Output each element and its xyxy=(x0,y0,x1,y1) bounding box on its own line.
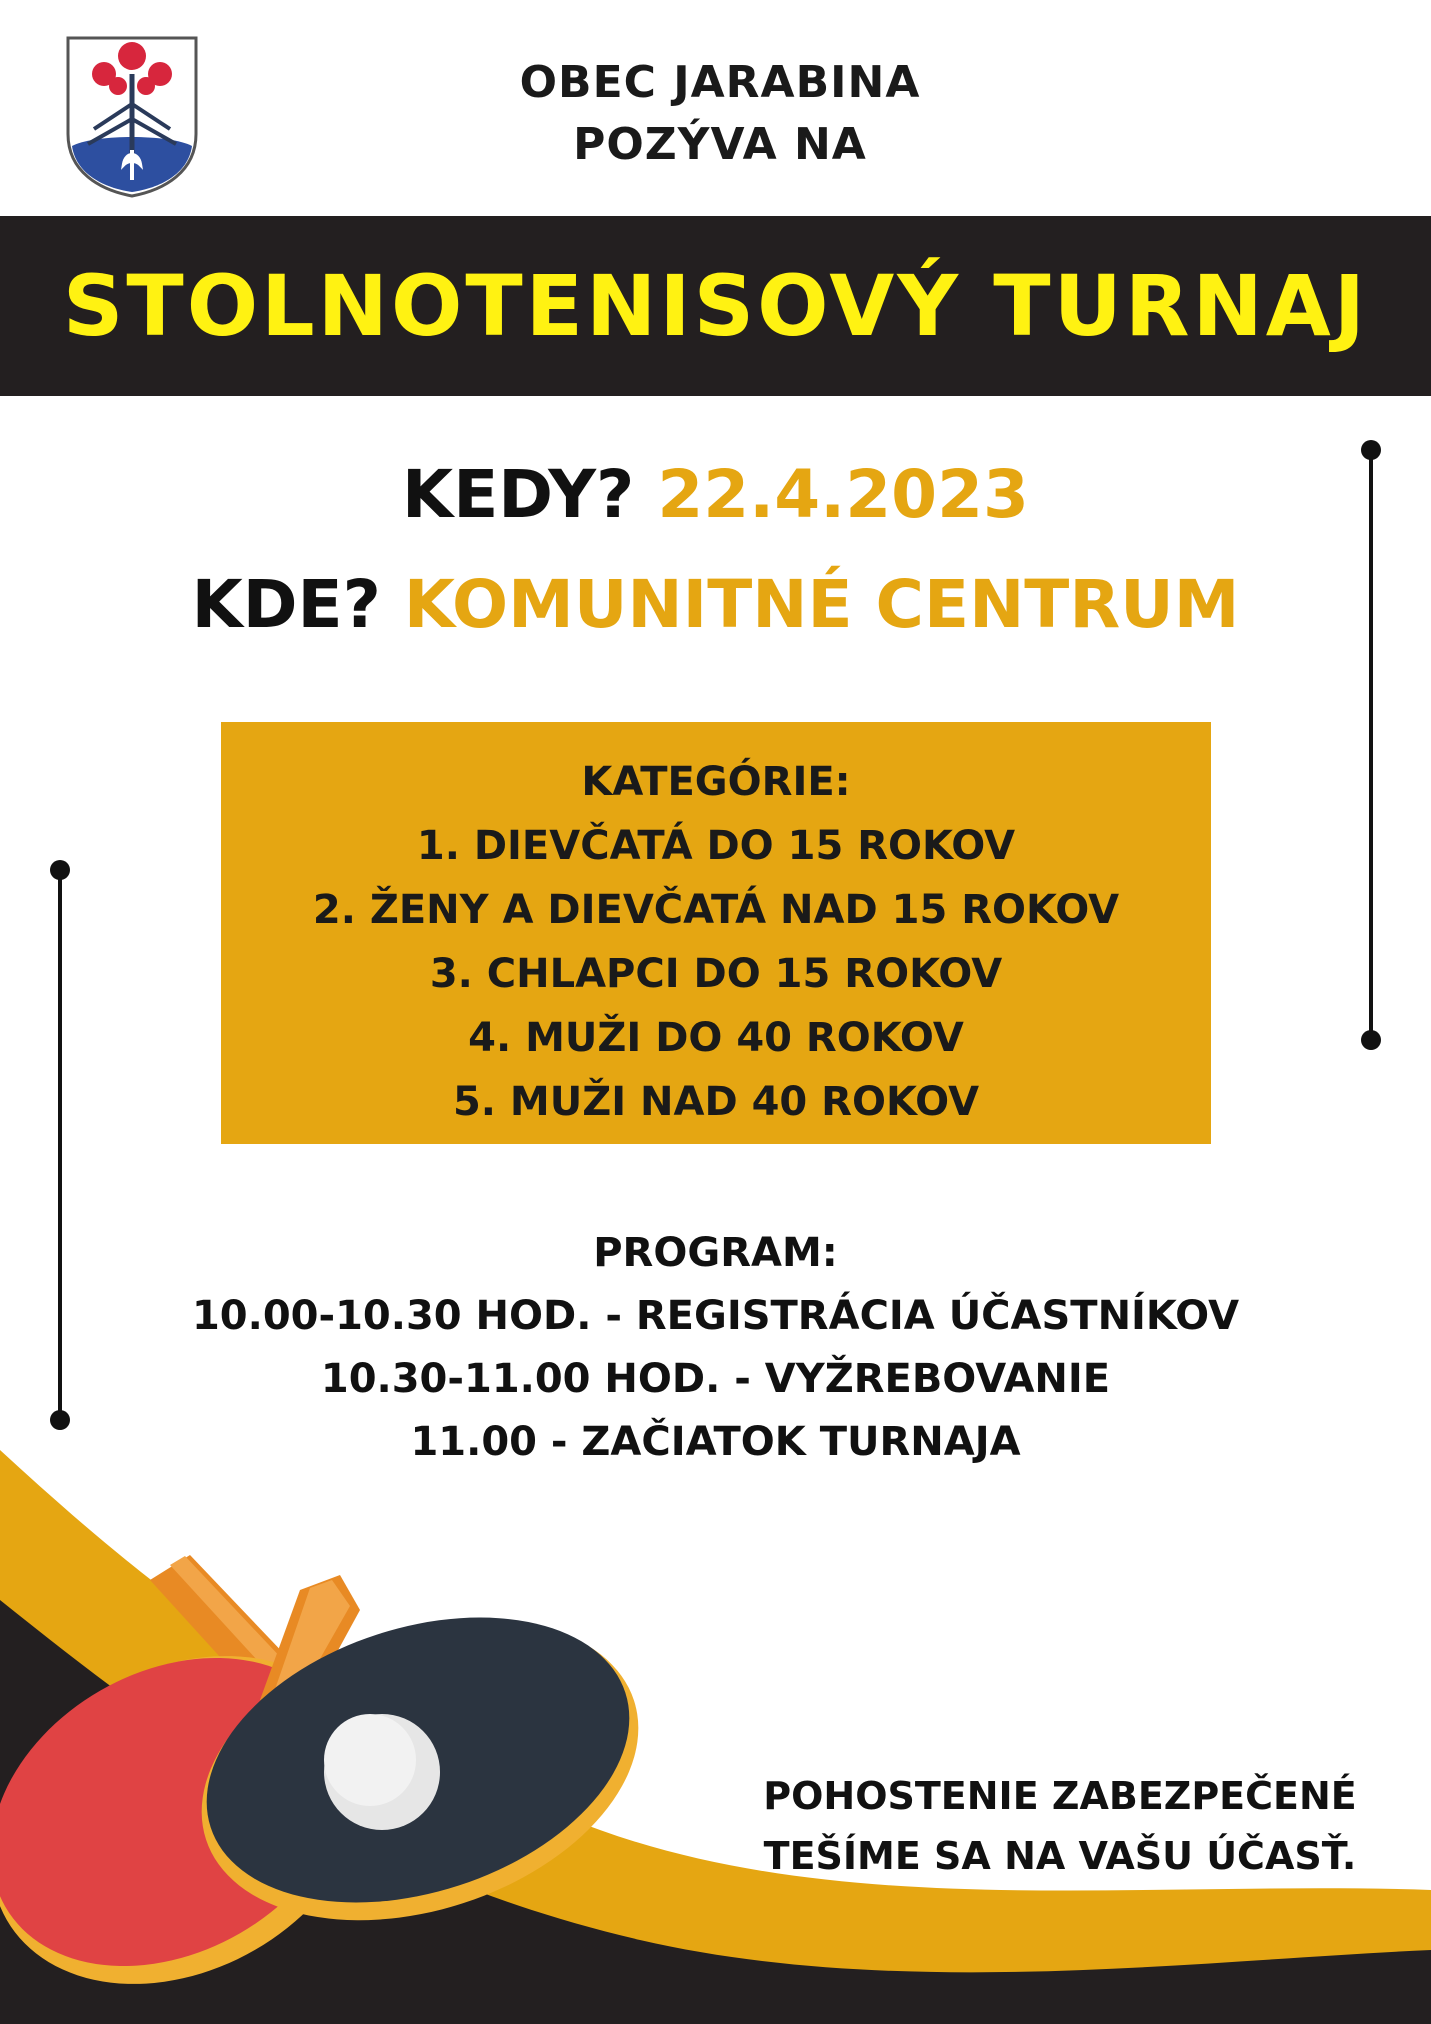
program-heading: PROGRAM: xyxy=(593,1230,838,1276)
coat-of-arms-icon xyxy=(64,34,200,198)
title-band xyxy=(0,216,1431,396)
organizer-line-1: OBEC JARABINA xyxy=(519,57,921,108)
when-line xyxy=(0,440,1431,550)
organizer-text xyxy=(460,52,980,176)
when-label: KEDY? xyxy=(402,456,635,533)
category-item: 4. MUŽI DO 40 ROKOV xyxy=(468,1015,964,1061)
categories-box xyxy=(221,722,1211,1144)
organizer-line-2: POZÝVA NA xyxy=(573,119,867,170)
category-item: 5. MUŽI NAD 40 ROKOV xyxy=(452,1079,980,1125)
left-divider-dot-top xyxy=(50,860,70,880)
program-item: 10.00-10.30 HOD. - REGISTRÁCIA ÚČASTNÍKOV xyxy=(191,1293,1240,1339)
categories-heading: KATEGÓRIE: xyxy=(581,759,851,805)
footer-line-1: POHOSTENIE ZABEZPEČENÉ xyxy=(763,1774,1357,1818)
where-line xyxy=(0,550,1431,660)
right-divider-dot-top xyxy=(1361,440,1381,460)
footer-line-2: TEŠÍME SA NA VAŠU ÚČASŤ. xyxy=(763,1834,1357,1878)
right-divider-line xyxy=(1369,450,1373,1040)
footer-note xyxy=(740,1766,1380,1886)
program-item: 10.30-11.00 HOD. - VYŽREBOVANIE xyxy=(320,1356,1111,1402)
category-item: 1. DIEVČATÁ DO 15 ROKOV xyxy=(416,823,1016,869)
when-value: 22.4.2023 xyxy=(657,456,1029,533)
program-block xyxy=(0,1222,1431,1474)
where-label: KDE? xyxy=(191,566,381,643)
when-where-block xyxy=(0,440,1431,660)
category-item: 3. CHLAPCI DO 15 ROKOV xyxy=(429,951,1003,997)
program-item: 11.00 - ZAČIATOK TURNAJA xyxy=(410,1419,1021,1465)
right-divider-dot-bottom xyxy=(1361,1030,1381,1050)
category-item: 2. ŽENY A DIEVČATÁ NAD 15 ROKOV xyxy=(312,887,1120,933)
where-value: KOMUNITNÉ CENTRUM xyxy=(403,566,1240,643)
event-title: STOLNOTENISOVÝ TURNAJ xyxy=(62,257,1369,355)
